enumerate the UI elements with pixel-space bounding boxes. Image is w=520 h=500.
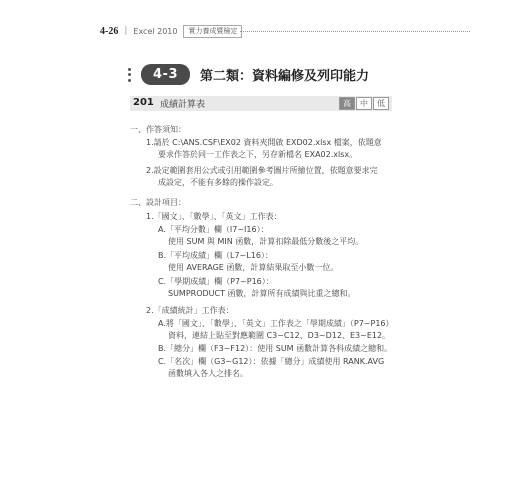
instruction-1-cont: 要求作答於同一工作表之下，另存新檔名 EXA02.xlsx。: [158, 150, 358, 159]
section-number-badge: 4-3: [141, 64, 190, 85]
item-1b-desc: 使用 AVERAGE 函數，計算結果取至小數一位。: [168, 263, 339, 272]
page-number: 4-26: [100, 25, 119, 37]
header-separator: |: [124, 26, 128, 36]
item-2a: A.將「國文」、「數學」、「英文」工作表之「學期成績」（P7~P16）: [158, 319, 394, 328]
item-2a-desc: 資料，連結上貼至對應範圍 C3~C12、D3~D12、E3~E12。: [168, 331, 391, 340]
running-header: [100, 22, 242, 40]
difficulty-rating: [339, 97, 390, 110]
difficulty-low: 低: [373, 97, 389, 110]
section-title: 第二類：資料編修及列印能力: [200, 69, 370, 84]
instruction-2: 2.設定範圍套用公式或引用範圍參考圖片所繪位置，依題意要求完: [146, 166, 378, 175]
grip-dots-icon: [128, 68, 138, 82]
item-1c-desc: SUMPRODUCT 函數，計算所有成績與比重之總和。: [168, 289, 356, 298]
item-1a: A.「平均分數」欄（I7~I16）：: [158, 225, 269, 234]
item-1c: C.「學期成績」欄（P7~P16）：: [158, 277, 274, 286]
item-1b: B.「平均成績」欄（L7~L16）：: [158, 251, 273, 260]
instruction-2-cont: 成設定，不能有多餘的操作設定。: [158, 178, 278, 187]
difficulty-mid: 中: [356, 97, 372, 110]
item-1a-desc: 使用 SUM 與 MIN 函數，計算扣除最低分數後之平均。: [168, 237, 364, 246]
heading-instructions: 一、作答須知：: [130, 125, 186, 134]
item-2: 2.「成績統計」工作表：: [146, 306, 234, 315]
heading-design-items: 二、設計項目：: [130, 198, 186, 207]
instruction-1: 1.請於 C:\ANS.CSF\EX02 資料夾開啟 EXD02.xlsx 檔案，依題意: [146, 138, 382, 147]
question-title: 成績計算表: [160, 100, 206, 110]
item-2c-desc: 函數填入各人之排名。: [168, 369, 248, 378]
section-heading: [128, 64, 369, 85]
question-number: 201: [133, 97, 154, 108]
item-2c: C.「名次」欄（G3~G12）：依據「總分」成績使用 RANK.AVG: [158, 357, 385, 366]
header-dotted-rule: [240, 31, 470, 32]
book-name: Excel 2010: [133, 26, 178, 36]
difficulty-high: 高: [339, 97, 355, 110]
item-1: 1.「國文」、「數學」、「英文」工作表：: [146, 212, 282, 221]
header-tag: 實力養成暨檢定: [183, 25, 242, 38]
item-2b: B.「總分」欄（F3~F12）：使用 SUM 函數計算各科成績之總和。: [158, 344, 393, 353]
